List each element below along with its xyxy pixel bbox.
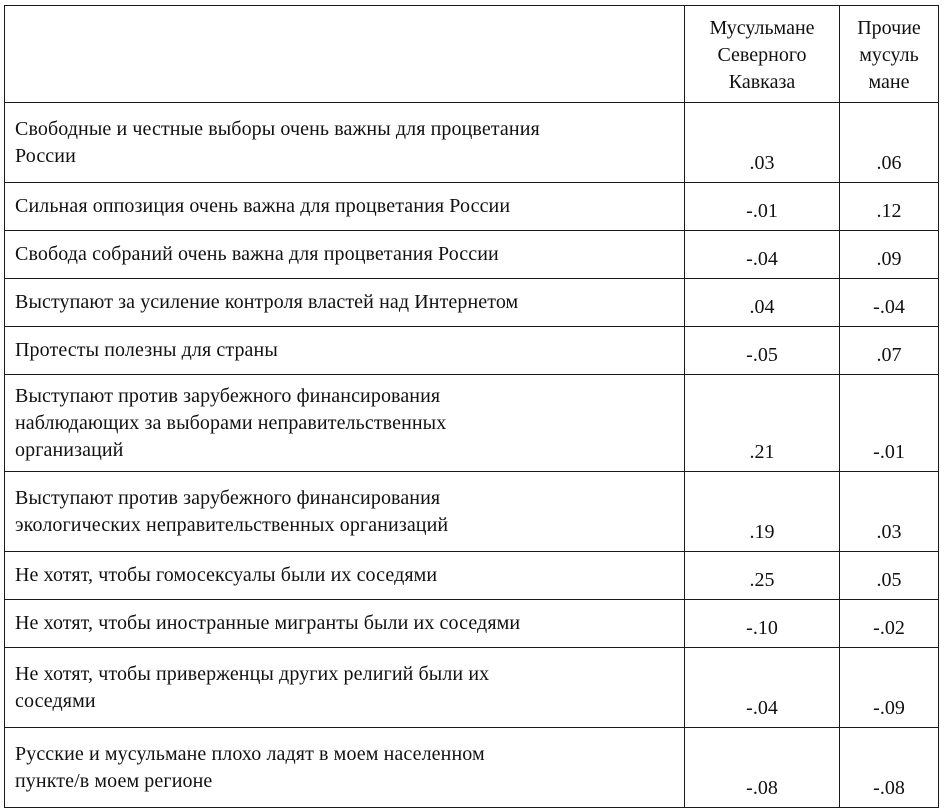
value-north-caucasus: -.04 xyxy=(685,231,840,279)
header-line: мусуль xyxy=(859,43,919,66)
table-row xyxy=(5,183,939,231)
table-row xyxy=(5,472,939,552)
label-line: Свобода собраний очень важна для процветания России xyxy=(15,243,499,265)
label-line: Свободные и честные выборы очень важны для процветания xyxy=(15,117,540,140)
table-row xyxy=(5,728,939,808)
value-other: -.01 xyxy=(840,375,939,472)
value-north-caucasus: -.08 xyxy=(685,728,840,808)
label-line: наблюдающих за выборами неправительственных xyxy=(15,411,447,434)
value-north-caucasus: -.10 xyxy=(685,600,840,648)
header-line: Северного xyxy=(717,43,807,66)
header-line: мане xyxy=(868,70,910,93)
label-line: Выступают против зарубежного финансирования xyxy=(15,384,441,407)
value-other: .07 xyxy=(840,327,939,375)
label-line: соседями xyxy=(15,689,96,712)
label-line: пункте/в моем регионе xyxy=(15,769,213,792)
row-label xyxy=(5,472,685,552)
label-line: Протесты полезны для страны xyxy=(15,339,278,361)
value-north-caucasus: -.04 xyxy=(685,648,840,728)
value-other: -.09 xyxy=(840,648,939,728)
value-other: -.02 xyxy=(840,600,939,648)
row-label xyxy=(5,327,685,375)
label-line: Выступают против зарубежного финансирования xyxy=(15,486,441,509)
table-row xyxy=(5,648,939,728)
row-label xyxy=(5,552,685,600)
value-other: .03 xyxy=(840,472,939,552)
label-line: Сильная оппозиция очень важна для процветания России xyxy=(15,195,511,217)
value-other: .09 xyxy=(840,231,939,279)
header-line: Прочие xyxy=(857,16,921,39)
value-north-caucasus: .19 xyxy=(685,472,840,552)
label-line: Не хотят, чтобы приверженцы других религий были их xyxy=(15,662,490,685)
row-label xyxy=(5,375,685,472)
value-other: .05 xyxy=(840,552,939,600)
row-label xyxy=(5,600,685,648)
correlation-table xyxy=(4,5,939,808)
value-other: .12 xyxy=(840,183,939,231)
row-label xyxy=(5,648,685,728)
header-other-muslims xyxy=(840,6,939,103)
table-row xyxy=(5,600,939,648)
value-north-caucasus: -.01 xyxy=(685,183,840,231)
value-north-caucasus: .25 xyxy=(685,552,840,600)
value-other: -.04 xyxy=(840,279,939,327)
table-row xyxy=(5,231,939,279)
table-row xyxy=(5,375,939,472)
header-line: Мусульмане xyxy=(709,16,815,39)
label-line: России xyxy=(15,144,76,167)
label-line: организаций xyxy=(15,438,124,461)
value-north-caucasus: .21 xyxy=(685,375,840,472)
row-label xyxy=(5,103,685,183)
header-empty-cell xyxy=(5,6,685,103)
header-row xyxy=(5,6,939,103)
header-north-caucasus-muslims xyxy=(685,6,840,103)
value-other: .06 xyxy=(840,103,939,183)
header-line: Кавказа xyxy=(728,70,796,93)
table-row xyxy=(5,103,939,183)
row-label xyxy=(5,183,685,231)
label-line: Выступают за усиление контроля властей над Интернетом xyxy=(15,291,519,313)
label-line: Не хотят, чтобы иностранные мигранты были их соседями xyxy=(15,612,521,634)
value-north-caucasus: -.05 xyxy=(685,327,840,375)
label-line: экологических неправительственных организаций xyxy=(15,513,449,536)
value-north-caucasus: .04 xyxy=(685,279,840,327)
table-row xyxy=(5,327,939,375)
label-line: Не хотят, чтобы гомосексуалы были их соседями xyxy=(15,564,438,586)
value-other: -.08 xyxy=(840,728,939,808)
table-container xyxy=(4,5,939,808)
table-row xyxy=(5,279,939,327)
row-label xyxy=(5,279,685,327)
row-label xyxy=(5,231,685,279)
label-line: Русские и мусульмане плохо ладят в моем населенном xyxy=(15,742,485,765)
row-label xyxy=(5,728,685,808)
table-row xyxy=(5,552,939,600)
value-north-caucasus: .03 xyxy=(685,103,840,183)
